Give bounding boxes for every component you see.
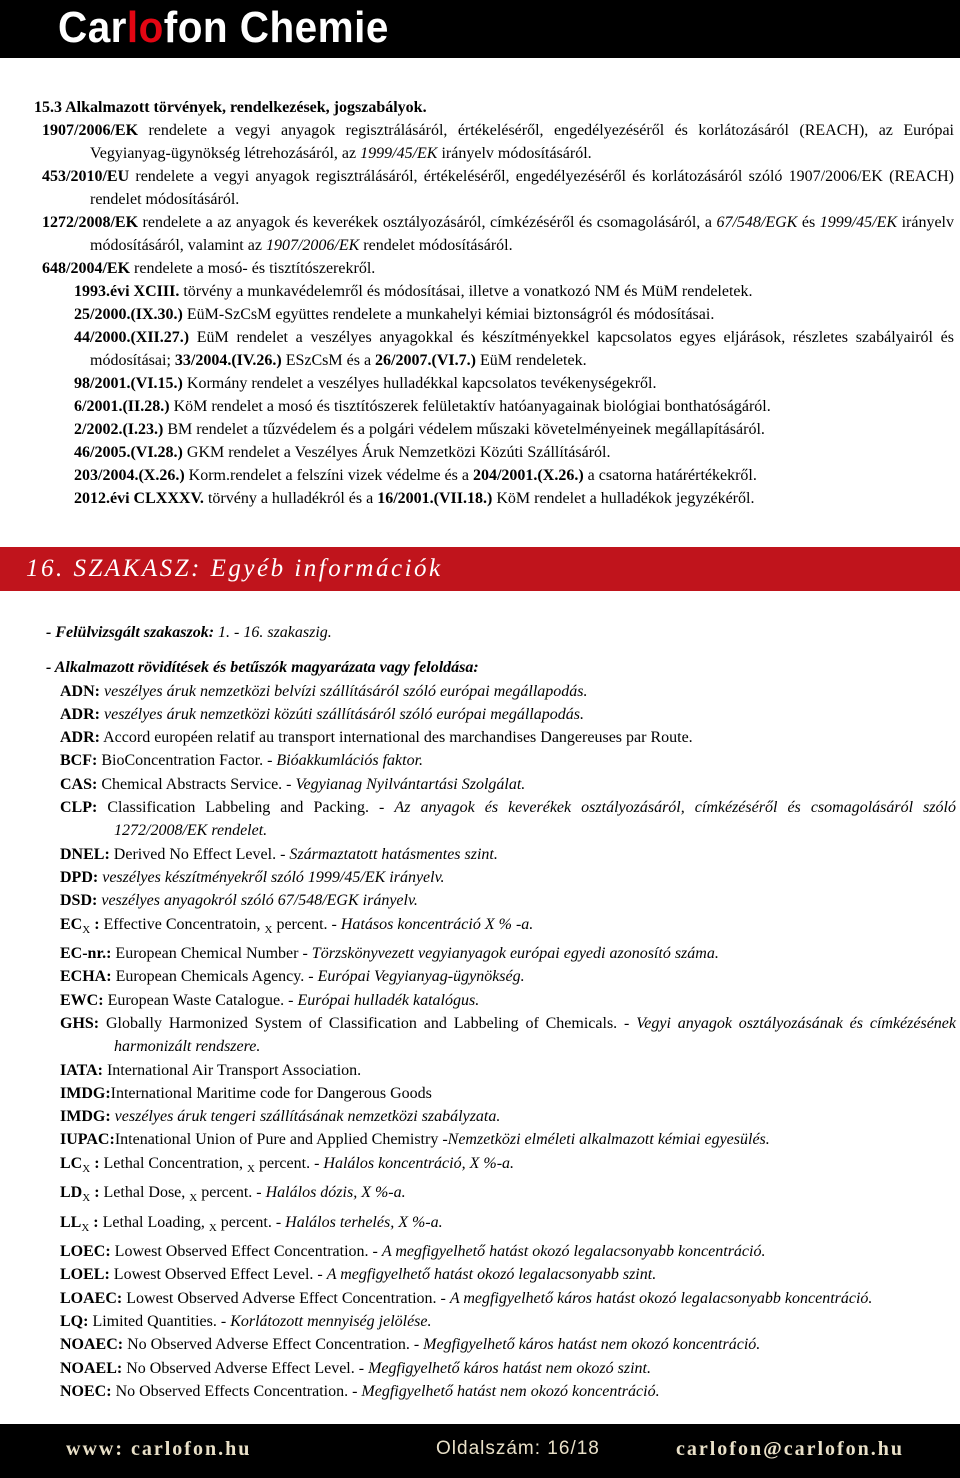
abbreviation-item: [60, 773, 956, 796]
abbreviation-key-suffix: :: [89, 1213, 99, 1231]
law-text: rendelet módosításáról.: [359, 237, 513, 254]
abbreviation-english: European Chemicals Agency. -: [111, 968, 318, 986]
abbreviation-english: Lethal Dose,: [99, 1184, 190, 1202]
abbreviation-item: [60, 1310, 956, 1333]
abbreviation-hungarian: veszélyes készítményekről szóló 1999/45/EK irányelv.: [98, 868, 445, 886]
law-text: rendelete a vegyi anyagok regisztrálásáról, értékeléséről, engedélyezéséről és korlátozásáról (REACH), az Európai Vegyianyag-ügynökség létrehozásáról, az: [90, 122, 954, 162]
law-text: rendelete a mosó- és tisztítószerekről.: [130, 260, 376, 277]
abbreviation-key: ADR:: [60, 705, 100, 723]
law-text: irányelv módosításáról.: [437, 145, 592, 162]
abbreviation-key: LD: [60, 1184, 83, 1202]
section-15-3: [34, 96, 954, 510]
abbreviation-english: Accord européen relatif au transport international des marchandises Dangereuses par Route.: [100, 729, 693, 747]
abbreviation-key: GHS:: [60, 1014, 100, 1032]
abbreviation-item: [60, 1263, 956, 1286]
law-text: és: [797, 214, 820, 231]
section-16-content: [46, 621, 956, 1403]
abbreviation-key: LOEC:: [60, 1243, 111, 1261]
abbreviation-item: [60, 1380, 956, 1403]
abbreviation-hungarian: veszélyes áruk tengeri szállításának nemzetközi szabályzata.: [110, 1108, 501, 1126]
law-text: EüM-SzCsM együttes rendelete a munkahelyi kémiai biztonságról és módosításai.: [182, 306, 715, 323]
abbreviation-english: Globally Harmonized System of Classification and Labbeling of Chemicals. -: [99, 1014, 637, 1032]
abbreviation-english: Effective Concentratoin,: [99, 915, 265, 933]
abbreviation-english: No Observed Adverse Effect Level. -: [122, 1359, 369, 1377]
logo-text-accent: lo: [126, 3, 164, 52]
logo-text-part1: Car: [58, 3, 127, 52]
abbreviation-hungarian: A megfigyelhető káros hatást okozó legalacsonyabb koncentráció.: [449, 1289, 873, 1307]
law-item: [42, 165, 954, 211]
abbreviation-key: LQ:: [60, 1313, 89, 1331]
abbreviation-hungarian: Halálos terhelés, X %-a.: [285, 1213, 443, 1231]
abbreviation-subscript: X: [82, 923, 91, 936]
law-text: EüM rendeletek.: [475, 352, 587, 369]
abbreviation-key: IMDG:: [60, 1108, 111, 1126]
section-16-title: 16. SZAKASZ: Egyéb információk: [26, 555, 443, 582]
abbreviation-key: IATA:: [60, 1061, 103, 1079]
logo-text-part2: fon Chemie: [163, 3, 389, 52]
law-item: [74, 441, 954, 464]
abbreviation-item: [60, 749, 956, 772]
law-item: [42, 257, 954, 280]
abbreviation-english: Lowest Observed Effect Concentration. -: [110, 1243, 382, 1261]
law-text: ESzCsM és a: [281, 352, 376, 369]
abbreviation-subscript: X: [189, 1192, 198, 1205]
footer-email[interactable]: carlofon@carlofon.hu: [676, 1438, 905, 1460]
law-item: [74, 464, 954, 487]
law-reference: 46/2005.(VI.28.): [74, 444, 183, 461]
abbreviation-item: [60, 1152, 956, 1181]
law-reference: 1999/45/EK: [819, 214, 898, 231]
law-reference: 44/2000.(XII.27.): [74, 329, 190, 346]
abbreviation-english: Chemical Abstracts Service. -: [97, 775, 296, 793]
law-reference: 1907/2006/EK: [42, 122, 139, 139]
abbreviation-hungarian: Megfigyelhető káros hatást nem okozó szint.: [368, 1359, 651, 1377]
law-reference: 98/2001.(VI.15.): [74, 375, 183, 392]
law-reference: 204/2001.(X.26.): [472, 467, 584, 484]
abbreviation-hungarian: Halálos koncentráció, X %-a.: [323, 1154, 515, 1172]
law-item: [42, 211, 955, 257]
law-text: rendelete a az anyagok és keverékek osztályozásáról, címkézéséről és csomagolásáról, a: [138, 214, 717, 231]
abbreviation-english: European Waste Catalogue. -: [103, 991, 298, 1009]
abbreviation-key-suffix: :: [90, 1154, 100, 1172]
abbreviation-item: [60, 1211, 956, 1240]
abbreviation-english: No Observed Adverse Effect Concentration. -: [123, 1336, 424, 1354]
law-text: Korm.rendelet a felszíni vizek védelme és a: [184, 467, 473, 484]
abbreviation-hungarian: Európai Vegyianyag-ügynökség.: [317, 968, 525, 986]
law-text: törvény a munkavédelemről és módosításai, illetve a vonatkozó NM és MüM rendeletek.: [179, 283, 753, 300]
law-text: EüM rendelet a veszélyes anyagokkal és készítményekkel kapcsolatos egyes eljárások, részletes szabályairól és módosításai;: [90, 329, 954, 369]
abbreviation-item: [60, 1059, 956, 1082]
law-reference: 1999/45/EK: [360, 145, 438, 162]
reviewed-label: - Felülvizsgált szakaszok:: [46, 624, 215, 641]
abbreviation-hungarian: Nemzetközi elméleti alkalmazott kémiai egyesülés.: [447, 1131, 770, 1149]
law-reference: 453/2010/EU: [42, 168, 130, 185]
abbreviation-hungarian: veszélyes anyagokról szóló 67/548/EGK irányelv.: [97, 892, 418, 910]
abbreviation-subscript: X: [82, 1192, 91, 1205]
abbreviation-hungarian: Korlátozott mennyiség jelölése.: [230, 1313, 432, 1331]
section-15-3-title: 15.3 Alkalmazott törvények, rendelkezések, jogszabályok.: [34, 99, 427, 116]
abbreviation-english: Lowest Observed Effect Level. -: [109, 1266, 327, 1284]
abbreviation-item: [60, 942, 956, 965]
abbreviation-item: [60, 1357, 956, 1380]
abbreviation-key-suffix: :: [90, 1184, 100, 1202]
law-item: [74, 487, 954, 510]
law-text: KöM rendelet a mosó és tisztítószerek felületaktív hatóanyagainak biológiai bonthatóságáról.: [169, 398, 771, 415]
abbreviation-english: percent. -: [272, 915, 341, 933]
law-reference: 25/2000.(IX.30.): [74, 306, 183, 323]
law-item: [74, 326, 954, 372]
abbreviation-item: [60, 989, 956, 1012]
abbreviation-hungarian: Halálos dózis, X %-a.: [265, 1184, 406, 1202]
abbreviation-item: [60, 1333, 956, 1356]
footer-website[interactable]: www: carlofon.hu: [66, 1438, 252, 1460]
abbreviation-item: [60, 1105, 956, 1128]
law-text: rendelete a vegyi anyagok regisztrálásáról, értékeléséről, engedélyezéséről és korlátozásáról szóló 1907/2006/EK (REACH) rendelet módosításáról.: [90, 168, 954, 208]
abbreviation-english: International Maritime code for Dangerous Goods: [110, 1084, 432, 1102]
abbreviation-hungarian: Származtatott hatásmentes szint.: [289, 845, 498, 863]
law-item: [42, 119, 954, 165]
law-reference: 1993.évi XCIII.: [74, 283, 180, 300]
abbreviation-english: Limited Quantities. -: [88, 1313, 231, 1331]
reviewed-sections: [46, 621, 956, 644]
abbreviation-english: Classification Labbeling and Packing. -: [97, 799, 395, 817]
law-text: Kormány rendelet a veszélyes hulladékkal kapcsolatos tevékenységekről.: [182, 375, 657, 392]
page-footer: [0, 1424, 960, 1478]
law-reference: 2/2002.(I.23.): [74, 421, 164, 438]
abbreviation-subscript: X: [81, 1221, 90, 1234]
abbreviation-item: [60, 889, 956, 912]
abbreviation-key: NOAEC:: [60, 1336, 124, 1354]
abbreviation-hungarian: A megfigyelhető hatást okozó legalacsonyabb koncentráció.: [381, 1243, 766, 1261]
law-reference: 33/2004.(IV.26.): [174, 352, 282, 369]
abbreviation-english: International Air Transport Association.: [102, 1061, 362, 1079]
abbreviation-key: LOAEC:: [60, 1289, 123, 1307]
abbreviation-key: LOEL:: [60, 1266, 110, 1284]
abbreviation-key: DSD:: [60, 892, 98, 910]
abbreviation-english: percent. -: [197, 1184, 266, 1202]
law-text: GKM rendelet a Veszélyes Áruk Nemzetközi Közúti Szállításáról.: [182, 444, 611, 461]
abbreviation-english: Derived No Effect Level. -: [109, 845, 290, 863]
abbreviation-key: LC: [60, 1154, 83, 1172]
abbreviation-english: percent. -: [254, 1154, 324, 1172]
abbreviation-hungarian: Bióakkumlációs faktor.: [276, 752, 424, 770]
law-text: KöM rendelet a hulladékok jegyzékéről.: [492, 490, 755, 507]
abbreviation-hungarian: Vegyi anyagok osztályozásának és címkézésének harmonizált rendszere.: [114, 1014, 957, 1056]
abbreviation-english: Lethal Loading,: [98, 1213, 209, 1231]
abbreviation-english: BioConcentration Factor. -: [97, 752, 277, 770]
abbreviation-hungarian: Törzskönyvezett vegyianyagok európai egyedi azonosító száma.: [311, 945, 719, 963]
law-reference: 67/548/EGK: [716, 214, 798, 231]
abbreviation-item: [60, 680, 956, 703]
abbreviation-hungarian: Megfigyelhető káros hatást nem okozó koncentráció.: [423, 1336, 761, 1354]
law-reference: 1272/2008/EK: [42, 214, 139, 231]
law-item: [74, 395, 954, 418]
abbreviation-key: BCF:: [60, 752, 98, 770]
page-header: [0, 0, 960, 58]
abbreviation-item: [60, 1181, 956, 1210]
law-reference: 26/2007.(VI.7.): [375, 352, 476, 369]
abbreviation-item: [60, 866, 956, 889]
abbreviation-english: No Observed Effects Concentration. -: [111, 1382, 362, 1400]
law-item: [74, 372, 954, 395]
abbreviation-key: NOEC:: [60, 1382, 112, 1400]
abbreviation-item: [60, 965, 956, 988]
abbreviation-english: percent. -: [216, 1213, 286, 1231]
abbreviation-item: [60, 1082, 956, 1105]
abbreviation-item: [60, 1012, 956, 1059]
abbreviation-hungarian: Megfigyelhető hatást nem okozó koncentráció.: [361, 1382, 660, 1400]
law-reference: 16/2001.(VII.18.): [377, 490, 493, 507]
abbreviation-hungarian: Hatásos koncentráció X % -a.: [340, 915, 534, 933]
abbreviation-item: [60, 1287, 956, 1310]
abbreviation-key-suffix: :: [90, 915, 100, 933]
abbreviation-hungarian: Európai hulladék katalógus.: [297, 991, 480, 1009]
abbreviation-subscript: X: [82, 1162, 91, 1175]
law-item: [74, 280, 954, 303]
law-reference: 648/2004/EK: [42, 260, 131, 277]
law-list: [34, 119, 954, 510]
abbreviation-item: [60, 1240, 956, 1263]
law-text: BM rendelet a tűzvédelem és a polgári védelem műszaki követelményeinek megállapításáról.: [163, 421, 765, 438]
abbreviation-english: Lethal Concentration,: [99, 1154, 248, 1172]
abbreviation-list: [46, 680, 956, 1404]
abbreviation-key: LL: [60, 1213, 82, 1231]
abbreviation-item: [60, 796, 956, 843]
law-item: [74, 303, 954, 326]
law-reference: 6/2001.(II.28.): [74, 398, 170, 415]
company-logo: [58, 2, 389, 54]
abbreviation-hungarian: veszélyes áruk nemzetközi belvízi szállításáról szóló európai megállapodás.: [100, 682, 588, 700]
abbreviation-key: EWC:: [60, 991, 104, 1009]
footer-page-number: Oldalszám: 16/18: [436, 1438, 600, 1459]
law-reference: 1907/2006/EK: [265, 237, 360, 254]
abbreviation-subscript: X: [264, 923, 273, 936]
abbreviation-hungarian: Vegyianag Nyilvántartási Szolgálat.: [295, 775, 526, 793]
law-reference: 203/2004.(X.26.): [74, 467, 185, 484]
abbreviation-key: CLP:: [60, 799, 98, 817]
abbreviation-english: Intenational Union of Pure and Applied Chemistry -: [114, 1131, 448, 1149]
abbreviation-key: DNEL:: [60, 845, 110, 863]
abbreviation-key: DPD:: [60, 868, 99, 886]
abbreviation-key: EC: [60, 915, 83, 933]
abbreviation-key: NOAEL:: [60, 1359, 123, 1377]
law-item: [74, 418, 954, 441]
reviewed-value: 1. - 16. szakaszig.: [214, 624, 332, 641]
abbreviation-key: EC-nr.:: [60, 945, 112, 963]
section-16-banner: [0, 547, 960, 591]
abbreviation-key: ADN:: [60, 682, 100, 700]
abbreviation-key: ECHA:: [60, 968, 112, 986]
abbreviation-item: [60, 1128, 956, 1151]
abbreviation-hungarian: veszélyes áruk nemzetközi közúti szállításáról szóló európai megállapodás.: [100, 705, 584, 723]
abbreviation-hungarian: Az anyagok és keverékek osztályozásáról, címkézéséről és csomagolásáról szóló 1272/2008/EK rendelet.: [114, 799, 956, 840]
law-text: törvény a hulladékról és a: [203, 490, 378, 507]
abbreviation-subscript: X: [208, 1221, 217, 1234]
abbreviation-item: [60, 843, 956, 866]
abbreviation-key: CAS:: [60, 775, 98, 793]
abbreviation-item: [60, 703, 956, 726]
abbreviation-subscript: X: [247, 1162, 255, 1175]
abbreviation-hungarian: A megfigyelhető hatást okozó legalacsonyabb szint.: [326, 1266, 657, 1284]
abbreviation-key: IUPAC:: [60, 1131, 115, 1149]
abbreviation-item: [60, 913, 956, 942]
law-text: irányelv módosításáról, valamint az: [90, 214, 955, 254]
abbreviation-english: European Chemical Number -: [111, 945, 312, 963]
abbreviation-item: [60, 726, 956, 749]
law-reference: 2012.évi CLXXXV.: [74, 490, 204, 507]
law-text: a csatorna határértékekről.: [583, 467, 757, 484]
abbreviation-key: ADR:: [60, 729, 100, 747]
abbreviations-title: - Alkalmazott rövidítések és betűszók magyarázata vagy feloldása:: [46, 659, 479, 677]
abbreviation-english: Lowest Observed Adverse Effect Concentration. -: [122, 1289, 450, 1307]
abbreviation-key: IMDG:: [60, 1084, 111, 1102]
